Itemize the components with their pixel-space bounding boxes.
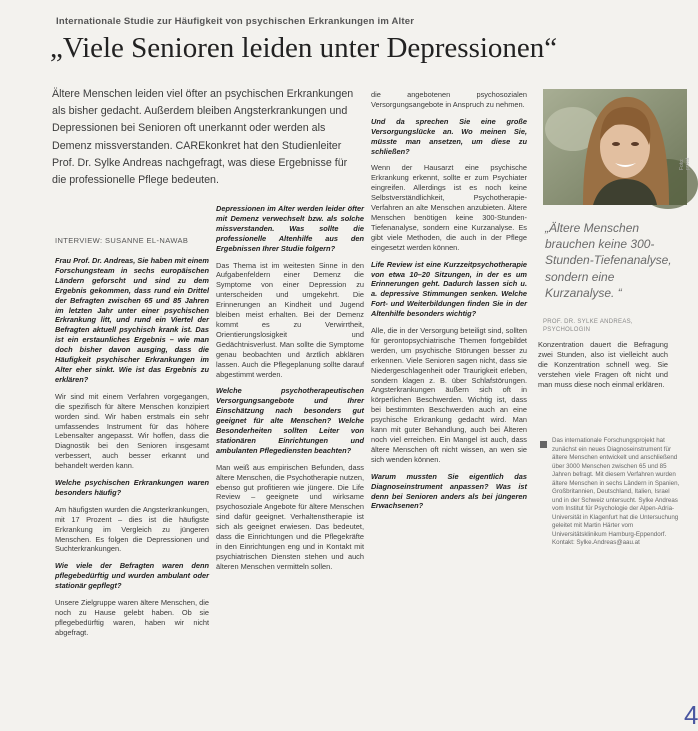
pull-quote-caption: PROF. DR. SYLKE ANDREAS, PSYCHOLOGIN: [543, 319, 633, 333]
interview-question: Welche psychischen Erkrankungen waren besonders häufig?: [55, 478, 209, 497]
interview-question: Depressionen im Alter werden leider öfter mit Demenz verwechselt bzw. als solche missverstanden. Was sollte die professionelle Altenhilfe aus den Ergebnissen Ihrer Studie folgern?: [216, 204, 364, 253]
interview-question: Warum mussten Sie eigentlich das Diagnoseinstrument anpassen? Was ist denn bei Senioren anders als bei jüngeren Erwachsenen?: [371, 471, 527, 511]
info-square-icon: [540, 441, 547, 448]
page-number: 4: [684, 700, 698, 730]
interview-question: Und da sprechen Sie eine große Versorgungslücke an. Wo meinen Sie, müsste man ansetzen, um diese zu schließen?: [371, 116, 527, 156]
photo-credit: Foto: privat: [679, 157, 691, 170]
interview-answer: Wenn der Hausarzt eine psychische Erkrankung erkennt, sollte er zum Psychiater eingreifen. Allerdings ist es noch keine Selbstverständlichkeit, Psychotherapie-Verfahren an alte Menschen anzubieten. Ältere Menschen benötigen keine 300-Stunden-Tiefenanalyse, sondern eine Kurzanalyse. Es gibt viele Methoden, die auch in der Pflege eingesetzt werden können.: [371, 163, 527, 252]
interview-answer: Wir sind mit einem Verfahren vorgegangen, die spezifisch für ältere Menschen konzipiert worden sind. Wir haben erstmals ein sehr umfassendes Instrument für das höhere Lebensalter angepasst. Wir hoffen, dass die Diagnostik bei den Senioren insgesamt verbessert, auch besser erkannt und behandelt werden kann.: [55, 391, 209, 471]
lead-paragraph: Ältere Menschen leiden viel öfter an psychischen Erkrankungen als bisher gedacht. Außerdem bleiben Angsterkrankungen und Depressionen bei Senioren oft unerkannt oder werden als Demenz missverstanden. CAREkonkret hat den Studienleiter Prof. Dr. Sylke Andreas nachgefragt, was diese Ergebnisse für die professionelle Pflege bedeuten.: [52, 88, 354, 187]
interview-answer: Das Thema ist im weitesten Sinne in den Aufgabenfeldern einer Demenz die Symptome von einer Depression zu unterscheiden und umgekehrt. Die Erinnerungen an Kindheit und Jugend bleiben meist erhalten. Bei der Demenz kommt es zu Verwirrtheit, Orientierungslosigkeit und Gedächtnisverlust. Man sollte die Symptome genau beobachten und ärztlich abklären lassen. Auch die Pflegeplanung sollte darauf abgestimmt werden.: [216, 260, 364, 379]
article-column-3: [371, 90, 527, 726]
kicker: Internationale Studie zur Häufigkeit von psychischen Erkrankungen im Alter: [56, 16, 415, 27]
interview-question: Wie viele der Befragten waren denn pflegebedürftig und wurden ambulant oder stationär gepflegt?: [55, 561, 209, 591]
article-column-4: [538, 340, 668, 430]
interview-question: Life Review ist eine Kurzzeitpsychotherapie von etwa 10–20 Sitzungen, in der es um Erinnerungen geht. Dadurch lassen sich u. a. depressive Stimmungen senken. Welche Fort- und Weiterbildungen finden Sie in der Altenhilfe besonders wichtig?: [371, 259, 527, 319]
interview-answer: Unsere Zielgruppe waren ältere Menschen, die noch zu Hause gelebt haben. Ob sie pflegebedürftig waren, haben wir nicht abgefragt.: [55, 598, 209, 637]
interview-question: Welche psychotherapeutischen Versorgungsangebote und Ihrer Einschätzung nach besonders gut geeignet für alte Menschen? Welche Besonderheiten sollten Leiter von stationären Einrichtungen und ambulanten Pflegediensten beachten?: [216, 386, 364, 455]
page-title: „Viele Senioren leiden unter Depressionen“: [50, 32, 558, 64]
article-column-2: [216, 204, 364, 726]
interview-answer: die angebotenen psychosozialen Versorgungsangebote in Anspruch zu nehmen.: [371, 90, 527, 109]
interview-answer: Am häufigsten wurden die Angsterkrankungen, mit 17 Prozent – dies ist die häufigste Erkrankung im Vergleich zu jüngeren Menschen. Es folgen die Depressionen und Suchterkrankungen.: [55, 504, 209, 554]
pull-quote: „Ältere Menschen brauchen keine 300-Stunden-Tiefenanalyse, sondern eine Kurzanalyse. “: [545, 221, 672, 300]
article-column-1: [55, 256, 209, 726]
author-portrait-photo: [543, 89, 687, 205]
byline: INTERVIEW: SUSANNE EL-NAWAB: [55, 236, 189, 245]
interview-question: Frau Prof. Dr. Andreas, Sie haben mit einem Forschungsteam in sechs europäischen Ländern geforscht und sind zu dem Ergebnis gekommen, dass rund ein Drittel der Befragten zwischen 65 und 85 Jahren im letzten Jahr unter einer psychischen Erkrankung litt, und rund ein Viertel der Befragten aktuell psychisch krank ist. Das ist ein erstaunliches Ergebnis – wie man doch bisher davon ausging, dass die Häufigkeit psychischer Erkrankungen im Alter eher sinkt. Wie ist das Ergebnis zu erklären?: [55, 256, 209, 384]
info-box-text: Das internationale Forschungsprojekt hat zunächst ein neues Diagnoseinstrument für ältere Menschen entwickelt und anschließend über 3000 Menschen zwischen 65 und 85 Jahren befragt. Mit diesem Verfahren wurden ältere Menschen in sechs Ländern in Spanien, Großbritannien, Deutschland, Italien, Israel und in der Schweiz untersucht. Sylke Andreas vom Institut für Psychologie der Alpen-Adria-Universität in Klagenfurt hat die Untersuchung geleitet mit Martin Härter vom Universitätsklinikum Hamburg-Eppendorf. Kontakt: Sylke.Andreas@aau.at: [552, 437, 680, 546]
interview-answer: Konzentration dauert die Befragung zwei Stunden, also ist vielleicht auch die Konzentration schnell weg. Sie verstehen viele Fragen oft nicht und man muss diese noch einmal erklären.: [538, 340, 668, 389]
interview-answer: Alle, die in der Versorgung beteiligt sind, sollten für gerontopsychiatrische Themen fortgebildet werden, um psychische Störungen besser zu erkennen. Viele Senioren sagen nicht, dass sie Niedergeschlagenheit oder Traurigkeit erleben, sondern klagen z. B. über Schlafstörungen. Angsterkrankungen äußern sich oft in körperlichen Beschwerden. Wichtig ist, dass bei bestimmten Beschwerden auch an eine psychische Erkrankung gedacht wird. Man kann mit guter Behandlung, auch bei Älteren noch viel erreichen. Ein Mangel ist auch, dass ältere Menschen oft nicht wissen, an wen sie sich wenden können.: [371, 326, 527, 464]
interview-answer: Man weiß aus empirischen Befunden, dass ältere Menschen, die Psychotherapie nutzen, ebenso gut profitieren wie jüngere. Die Life Review – geeignete und wirksame psychosoziale Angebote für ältere Menschen sind dafür geeignet. Verhaltenstherapie ist sich als geeignet erwiesen. Das bedeutet, dass die Einrichtungen und die Pflegekräfte in den Einrichtungen eng und in Kontakt mit psychiatrischen Diensten stehen und auch älteren Menschen vermitteln sollen.: [216, 462, 364, 571]
